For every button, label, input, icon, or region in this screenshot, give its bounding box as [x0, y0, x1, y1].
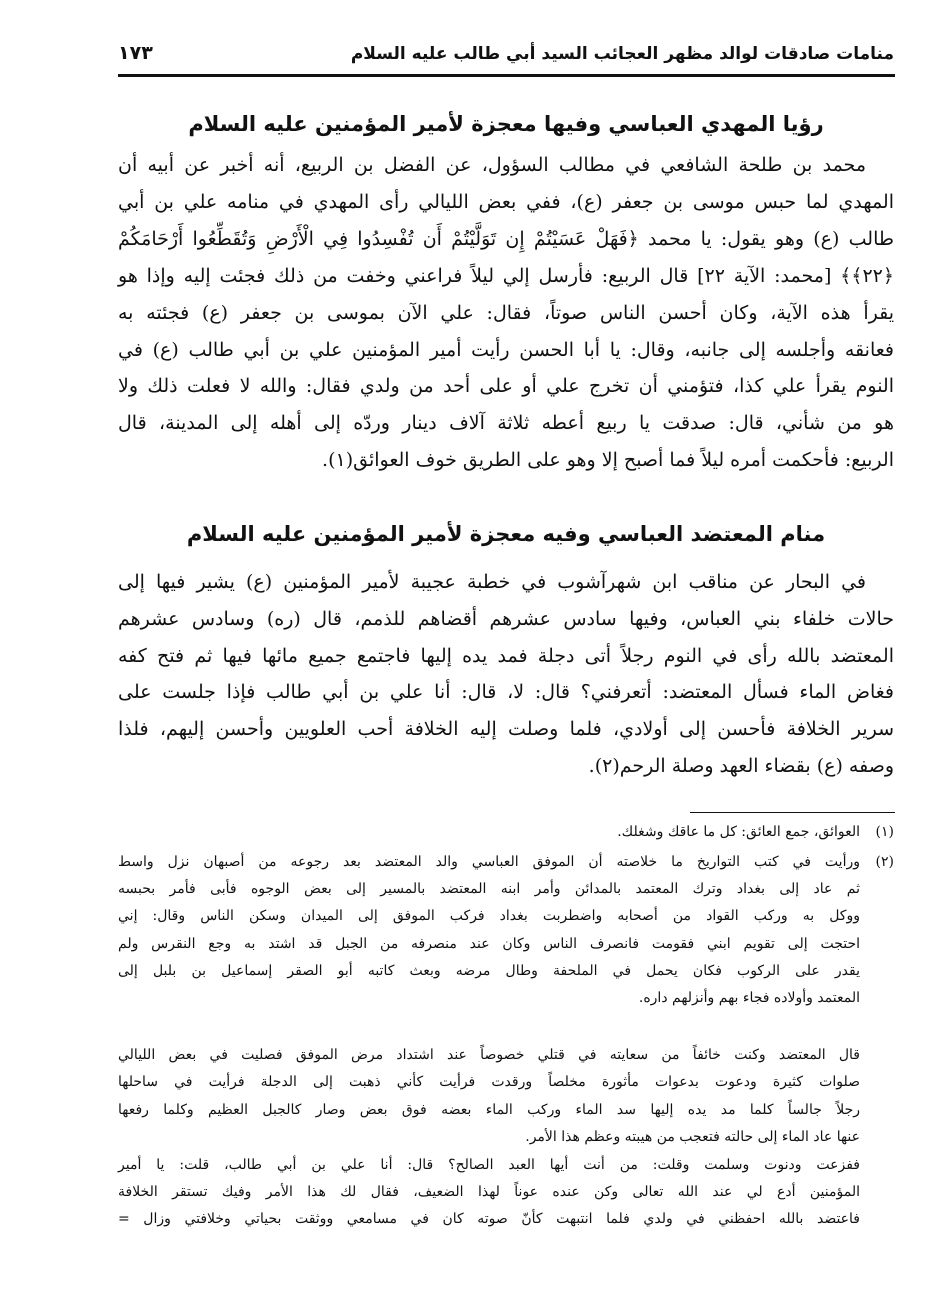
header-rule [118, 74, 895, 77]
footnote-line: المؤمنين أدع لي عند الله تعالى وكن عنده عوناً لهذا الضعيف، فقال لك هذا الأمر وفيك تستقر الخلافة [118, 1184, 860, 1200]
footnote-line: عنها عاد الماء إلى حالته فتعجب من هيبته وعظم هذا الأمر. [525, 1129, 860, 1145]
body-line: يقرأ هذه الآية، وكان أحسن الناس صوتاً، فقال: علي الآن بموسى بن جعفر (ع) فجئته به [118, 301, 894, 324]
body-line: النوم يقرأ علي كذا، فتؤمني أن تخرج علي أو على أحد من ولدي فقال: والله لا فعلت ذلك ولا [118, 375, 894, 398]
body-line: المعتضد بالله رأى في النوم رجلاً أتى دجلة فمد يده إليها فاجتمع جميع مائها فيها ثم فتح كفه [118, 644, 894, 667]
body-line: هو من شأني، قال: صدقت يا ربيع أعطه ثلاثة آلاف دينار وردّه إلى أهله إلى المدينة، قال [118, 412, 894, 435]
footnote-line: فاعتضد بالله احفظني في ولدي فلما انتبهت كأنّ صوته كان في مسامعي ووثقت بحياتي وخلافتي وزال = [118, 1211, 860, 1227]
footnote-line: المعتمد وأولاده فجاء بهم وأنزلهم داره. [638, 990, 860, 1006]
footnote-line: صلوات كثيرة ودعوت بدعوات مأثورة مخلصاً ورقدت فرأيت كأني ذهبت إلى الدجلة فرأيت في ساحلها [118, 1074, 860, 1090]
body-line: فعانقه وأجلسه إلى جانبه، وقال: يا أبا الحسن رأيت أمير المؤمنين علي بن أبي طالب (ع) في [118, 338, 894, 361]
body-line: سرير الخلافة فأحسن إلى أولادي، فلما وصلت إليه الخلافة أحب العلويين وأحسن إليهم، فلذا [118, 718, 894, 741]
footnote-line: يقدر على الركوب فكان يحمل في الملحفة وطال مرضه وبعث كاتبه أبو الصقر إسماعيل بن بلبل إلى [118, 963, 860, 979]
body-line: ﴿٢٢﴾﴾ [محمد: الآية ٢٢] قال الربيع: فأرسل إلي ليلاً فراعني وخفت من ذلك فجئت إليه وإذا هو [118, 264, 895, 287]
body-line: حالات خلفاء بني العباس، وفيها سادس عشرهم أقضاهم للذمم، قال (ره) وسادس عشرهم [118, 607, 894, 630]
footnote-line: احتجت إلى تقويم ابني فقومت فانصرف الناس وكان عند منصرفه من الجبل قد اشتد به وجع النقرس ولم [118, 936, 860, 952]
footnote-line: ورأيت في كتب التواريخ ما خلاصته أن الموفق العباسي والد المعتضد بعد رجوعه من أصبهان نزل واسط [118, 854, 860, 870]
section-title-2: منام المعتضد العباسي وفيه معجزة لأمير المؤمنين عليه السلام [186, 522, 826, 546]
footnote-line: ووكل به وركب القواد من أصحابه واضطربت بغداد فركب الموفق إلى الميدان وسكن الناس وقال: إني [118, 908, 860, 924]
body-line: الربيع: فأحكمت أمره ليلاً فما أصبح إلا وهو على الطريق خوف العوائق(١). [322, 449, 894, 472]
footnote-number: (١) [875, 824, 894, 840]
body-line: محمد بن طلحة الشافعي في مطالب السؤول، عن الفضل بن الربيع، أنه أخبر عن أبيه أن [118, 154, 866, 176]
footnote-line: رجلاً جالساً كلما مد يده إليها سد الماء وركب الماء بعضه فوق بعض وصار كالجبل العظيم وكلما رفعها [118, 1102, 860, 1118]
page-number: ١٧٣ [118, 42, 153, 64]
footnote-line: ففزعت ودنوت وسلمت وقلت: من أنت أيها العبد الصالح؟ قال: أنا علي بن أبي طالب، قلت: يا أمير [118, 1157, 860, 1173]
running-header [118, 36, 894, 72]
footnote-separator [690, 812, 895, 813]
body-line: المهدي لما حبس موسى بن جعفر (ع)، ففي بعض الليالي رأى المهدي في منامه علي بن أبي [118, 190, 894, 213]
running-title: منامات صادقات لوالد مظهر العجائب السيد أبي طالب عليه السلام [350, 44, 894, 64]
footnote-line: ثم عاد إلى بغداد وترك المعتمد بالمدائن وأمر ابنه المعتضد بالمسير إلى بعض الوجوه فأبى فأمر بحبسه [118, 881, 860, 897]
body-line: في البحار عن مناقب ابن شهرآشوب في خطبة عجيبة لأمير المؤمنين (ع) يشير فيها إلى [118, 571, 866, 593]
body-line: طالب (ع) وهو يقول: يا محمد ﴿فَهَلْ عَسَيْتُمْ إِن تَوَلَّيْتُمْ أَن تُفْسِدُوا فِي الْأَرْضِ وَتُقَطِّعُوا أَرْحَامَكُمْ [118, 227, 894, 250]
footnote-number: (٢) [875, 854, 894, 870]
body-line: وصفه (ع) بقضاء العهد وصلة الرحم(٢). [588, 755, 894, 777]
section-title-1: رؤيا المهدي العباسي وفيها معجزة لأمير المؤمنين عليه السلام [188, 112, 824, 136]
body-line: فغاض الماء فسأل المعتضد: أتعرفني؟ قال: لا، قال: أنا علي بن أبي طالب فإذا جلست على [118, 681, 894, 704]
footnote-line: قال المعتضد وكنت خائفاً من سعايته في قتلي خصوصاً عند اشتداد مرض الموفق فصليت في بعض الليالي [118, 1047, 860, 1063]
footnote-line: العوائق، جمع العائق: كل ما عاقك وشغلك. [617, 824, 860, 840]
